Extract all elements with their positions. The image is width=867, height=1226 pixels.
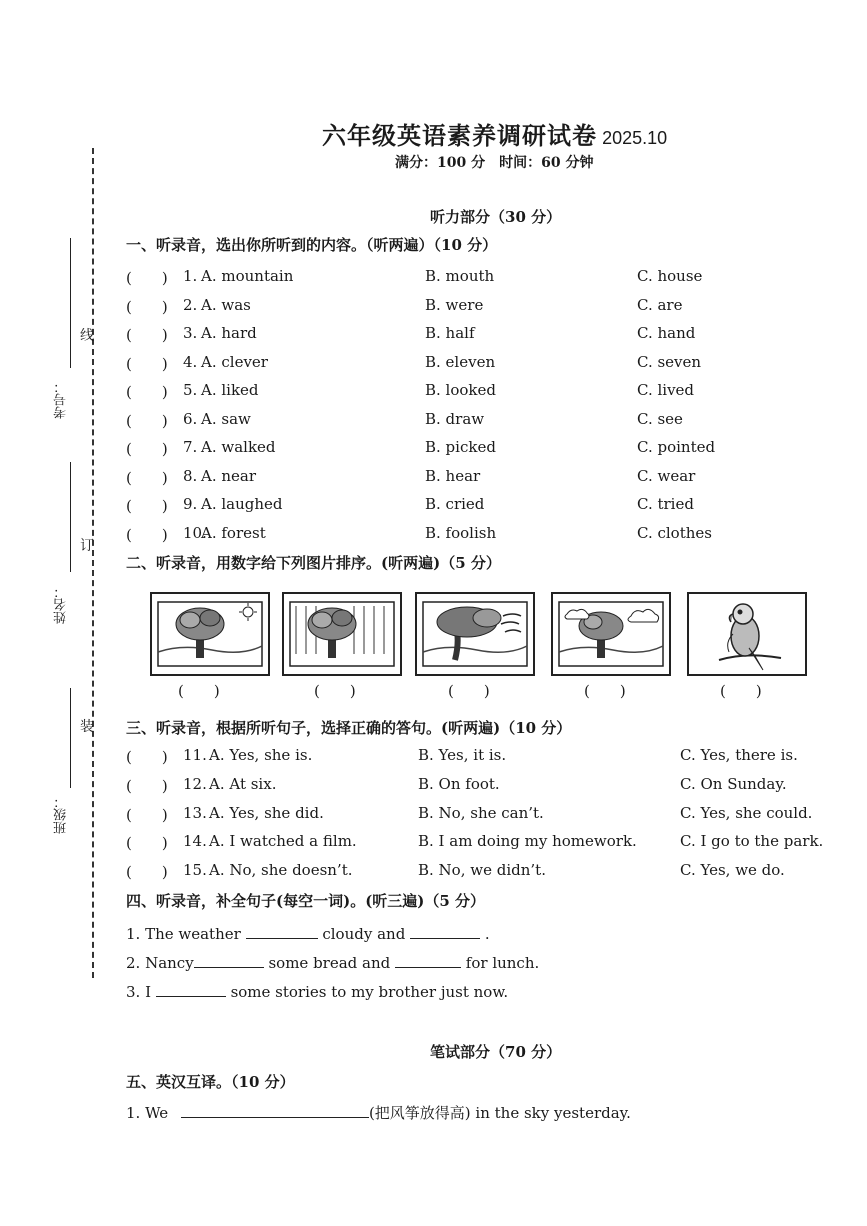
question-number: 4. xyxy=(183,352,198,371)
question-number: 8. xyxy=(183,466,198,485)
option-b[interactable]: B. picked xyxy=(425,438,496,456)
answer-paren[interactable]: ( ) xyxy=(126,411,168,430)
sunny-tree-picture xyxy=(150,592,270,676)
option-c[interactable]: C. wear xyxy=(637,466,696,485)
fill-3-part-b: some stories to my brother just now. xyxy=(230,983,509,1001)
translate-1-part-a: 1. We xyxy=(126,1104,169,1122)
fill-1-blank-2[interactable] xyxy=(410,924,480,939)
option-c[interactable]: C. tried xyxy=(637,495,694,513)
option-b[interactable]: B. Yes, it is. xyxy=(418,746,507,764)
question-number: 9. xyxy=(183,495,198,513)
fill-sentence-1 xyxy=(126,924,490,943)
option-a[interactable]: A. forest xyxy=(201,523,266,542)
question-number: 1. xyxy=(183,267,198,285)
option-c[interactable]: C. Yes, she could. xyxy=(680,803,813,822)
class-label: 班级： xyxy=(54,795,69,834)
option-b[interactable]: B. I am doing my homework. xyxy=(418,832,637,851)
option-b[interactable]: B. eleven xyxy=(425,352,496,371)
question-number: 14. xyxy=(183,832,207,851)
fill-2-part-c: for lunch. xyxy=(465,954,540,972)
picture-1-answer[interactable]: ( ) xyxy=(178,682,220,700)
exam-year: 2025.10 xyxy=(602,128,668,148)
rainy-tree-picture xyxy=(282,592,402,676)
option-c[interactable]: C. seven xyxy=(637,352,702,371)
option-a[interactable]: A. clever xyxy=(201,352,268,371)
option-c[interactable]: C. see xyxy=(637,409,683,428)
option-c[interactable]: C. I go to the park. xyxy=(680,832,824,851)
listening-part-title: 听力部分（30 分） xyxy=(430,208,562,226)
fill-2-blank-1[interactable] xyxy=(194,953,264,968)
question-number: 11. xyxy=(183,746,207,764)
exam-title: 六年级英语素养调研试卷 xyxy=(322,121,597,150)
option-b[interactable]: B. mouth xyxy=(425,267,495,285)
option-a[interactable]: A. Yes, she did. xyxy=(209,803,324,822)
question-number: 2. xyxy=(183,295,198,314)
option-a[interactable]: A. I watched a film. xyxy=(209,832,357,851)
question-number: 13. xyxy=(183,803,207,822)
option-b[interactable]: B. cried xyxy=(425,495,485,513)
question-number: 6. xyxy=(183,409,198,428)
windy-tree-picture xyxy=(415,592,535,676)
name-label: 姓名： xyxy=(54,585,69,624)
question-number: 15. xyxy=(183,861,207,880)
writing-part-title: 笔试部分（70 分） xyxy=(430,1043,562,1061)
option-c[interactable]: C. Yes, we do. xyxy=(680,861,785,880)
option-a[interactable]: A. No, she doesn’t. xyxy=(209,861,353,880)
option-c[interactable]: C. hand xyxy=(637,324,696,342)
fill-1-part-a: 1. The weather xyxy=(126,925,241,943)
binding-char-staple: 订 xyxy=(80,538,94,554)
answer-paren[interactable]: ( ) xyxy=(126,269,168,287)
class-underline[interactable] xyxy=(70,688,71,788)
fill-2-part-a: 2. Nancy xyxy=(126,954,194,972)
answer-paren[interactable]: ( ) xyxy=(126,748,168,766)
option-a[interactable]: A. laughed xyxy=(201,495,283,513)
section-3-title: 三、听录音，根据所听句子，选择正确的答句。(听两遍)（10 分） xyxy=(126,719,572,737)
question-number: 3. xyxy=(183,324,198,342)
option-a[interactable]: A. hard xyxy=(201,324,257,342)
option-a[interactable]: A. mountain xyxy=(201,267,294,285)
option-c[interactable]: C. clothes xyxy=(637,523,712,542)
option-c[interactable]: C. are xyxy=(637,295,683,314)
answer-paren[interactable]: ( ) xyxy=(126,497,168,515)
answer-paren[interactable]: ( ) xyxy=(126,805,168,824)
answer-paren[interactable]: ( ) xyxy=(126,383,168,401)
fill-1-part-c: . xyxy=(484,925,490,943)
answer-paren[interactable]: ( ) xyxy=(126,354,168,373)
section-2-title: 二、听录音，用数字给下列图片排序。(听两遍)（5 分） xyxy=(126,554,501,572)
option-b[interactable]: B. No, she can’t. xyxy=(418,803,544,822)
option-c[interactable]: C. lived xyxy=(637,381,695,399)
section-1-title: 一、听录音，选出你所听到的内容。（听两遍）（10 分） xyxy=(126,236,498,254)
picture-5-answer[interactable]: ( ) xyxy=(720,682,762,700)
option-b[interactable]: B. half xyxy=(425,324,475,342)
option-a[interactable]: A. Yes, she is. xyxy=(209,746,313,764)
option-a[interactable]: A. was xyxy=(201,295,251,314)
exam-no-underline[interactable] xyxy=(70,238,71,368)
option-b[interactable]: B. foolish xyxy=(425,523,497,542)
option-c[interactable]: C. On Sunday. xyxy=(680,774,787,793)
answer-paren[interactable]: ( ) xyxy=(126,468,168,487)
option-b[interactable]: B. draw xyxy=(425,409,485,428)
cloudy-tree-picture xyxy=(551,592,671,676)
option-c[interactable]: C. Yes, there is. xyxy=(680,746,798,764)
parrot-picture xyxy=(687,592,807,676)
option-a[interactable]: A. At six. xyxy=(209,774,277,793)
binding-char-bind: 装 xyxy=(80,719,94,735)
exam-no-label: 考号： xyxy=(54,380,69,419)
answer-paren[interactable]: ( ) xyxy=(126,776,168,795)
fill-1-blank-1[interactable] xyxy=(246,924,318,939)
fill-1-part-b: cloudy and xyxy=(322,925,406,943)
page-title xyxy=(322,116,667,151)
picture-2-answer[interactable]: ( ) xyxy=(314,682,356,700)
option-b[interactable]: B. No, we didn’t. xyxy=(418,861,546,880)
question-number: 12. xyxy=(183,774,207,793)
fill-2-part-b: some bread and xyxy=(268,954,391,972)
section-5-title: 五、英汉互译。（10 分） xyxy=(126,1073,295,1091)
option-a[interactable]: A. near xyxy=(201,466,257,485)
option-c[interactable]: C. pointed xyxy=(637,438,716,456)
answer-paren[interactable]: ( ) xyxy=(126,326,168,344)
option-c[interactable]: C. house xyxy=(637,267,703,285)
binding-dashed-line xyxy=(92,148,94,978)
fill-3-blank-1[interactable] xyxy=(156,982,226,997)
translate-1-part-b: (把风筝放得高) in the sky yesterday. xyxy=(368,1104,631,1122)
answer-paren[interactable]: ( ) xyxy=(126,525,168,544)
option-b[interactable]: B. were xyxy=(425,295,484,314)
question-number: 5. xyxy=(183,381,198,399)
binding-char-line: 线 xyxy=(80,328,94,344)
answer-paren[interactable]: ( ) xyxy=(126,297,168,316)
exam-meta: 满分：100 分 时间：60 分钟 xyxy=(395,155,594,171)
option-a[interactable]: A. walked xyxy=(201,438,276,456)
option-a[interactable]: A. liked xyxy=(201,381,259,399)
translate-sentence-1 xyxy=(126,1102,631,1123)
answer-paren[interactable]: ( ) xyxy=(126,863,168,882)
option-a[interactable]: A. saw xyxy=(201,409,251,428)
answer-paren[interactable]: ( ) xyxy=(126,834,168,853)
answer-paren[interactable]: ( ) xyxy=(126,440,168,458)
fill-3-part-a: 3. I xyxy=(126,983,152,1001)
fill-sentence-2 xyxy=(126,953,539,972)
section-4-title: 四、听录音，补全句子(每空一词)。(听三遍)（5 分） xyxy=(126,892,486,910)
question-number: 7. xyxy=(183,438,198,456)
option-b[interactable]: B. hear xyxy=(425,466,481,485)
name-underline[interactable] xyxy=(70,462,71,572)
picture-3-answer[interactable]: ( ) xyxy=(448,682,490,700)
fill-2-blank-2[interactable] xyxy=(395,953,461,968)
fill-sentence-3 xyxy=(126,982,508,1001)
picture-4-answer[interactable]: ( ) xyxy=(584,682,626,700)
translate-1-blank[interactable] xyxy=(181,1103,369,1118)
option-b[interactable]: B. looked xyxy=(425,381,496,399)
question-number: 10. xyxy=(183,523,207,542)
option-b[interactable]: B. On foot. xyxy=(418,774,500,793)
